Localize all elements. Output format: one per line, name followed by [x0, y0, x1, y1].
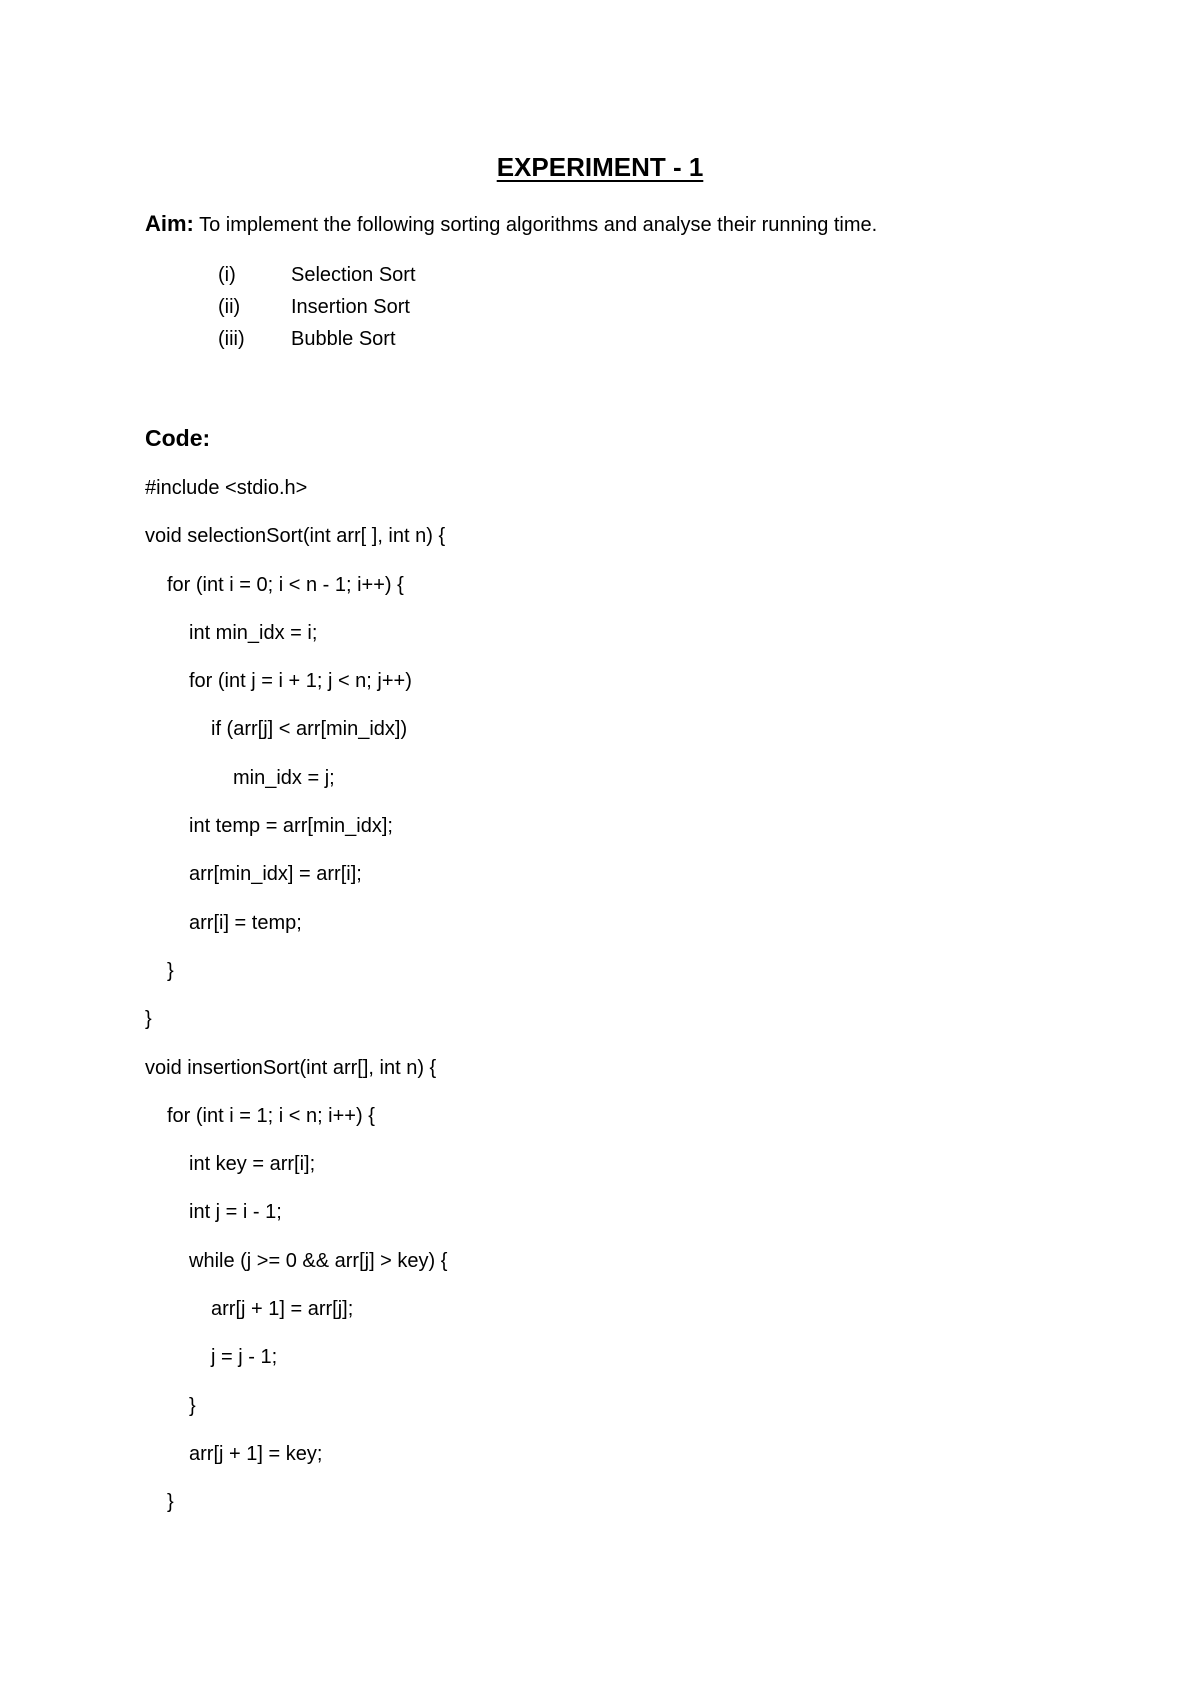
code-line: void selectionSort(int arr[ ], int n) { — [145, 525, 446, 548]
code-line: j = j - 1; — [211, 1346, 278, 1369]
code-line: int min_idx = i; — [189, 621, 318, 644]
code-line: int key = arr[i]; — [189, 1153, 316, 1176]
list-item-number: (i) — [218, 264, 236, 286]
list-item — [218, 323, 416, 355]
list-item-label: Bubble Sort — [291, 328, 396, 350]
code-heading: Code: — [145, 425, 211, 451]
code-line: for (int j = i + 1; j < n; j++) — [189, 670, 412, 693]
list-item-number: (ii) — [218, 296, 241, 318]
code-line: arr[min_idx] = arr[i]; — [189, 863, 362, 886]
code-line: int j = i - 1; — [189, 1201, 282, 1224]
list-item — [218, 291, 416, 323]
code-line: arr[i] = temp; — [189, 911, 302, 934]
code-line: for (int i = 1; i < n; i++) { — [167, 1104, 375, 1127]
code-line: void insertionSort(int arr[], int n) { — [145, 1056, 437, 1079]
code-line: if (arr[j] < arr[min_idx]) — [211, 718, 408, 741]
list-item-label: Insertion Sort — [291, 296, 410, 318]
aim-text: To implement the following sorting algorithms and analyse their running time. — [193, 214, 878, 236]
code-line: arr[j + 1] = key; — [189, 1442, 323, 1465]
aim-label: Aim: — [145, 211, 194, 236]
code-line: arr[j + 1] = arr[j]; — [211, 1298, 354, 1321]
list-item — [218, 259, 416, 291]
code-line: #include <stdio.h> — [145, 477, 308, 499]
code-line: while (j >= 0 && arr[j] > key) { — [189, 1249, 448, 1272]
aim-paragraph — [145, 210, 877, 239]
code-line: } — [167, 1491, 174, 1514]
code-line: } — [189, 1394, 196, 1417]
algorithm-list — [218, 259, 416, 355]
page-title: EXPERIMENT - 1 — [496, 152, 704, 182]
code-line: } — [167, 959, 174, 982]
code-line: for (int i = 0; i < n - 1; i++) { — [167, 573, 404, 596]
list-item-label: Selection Sort — [291, 264, 416, 286]
code-line: } — [145, 1008, 152, 1031]
code-block — [145, 472, 447, 1535]
code-line: int temp = arr[min_idx]; — [189, 815, 393, 838]
list-item-number: (iii) — [218, 328, 245, 350]
code-line: min_idx = j; — [233, 766, 335, 789]
